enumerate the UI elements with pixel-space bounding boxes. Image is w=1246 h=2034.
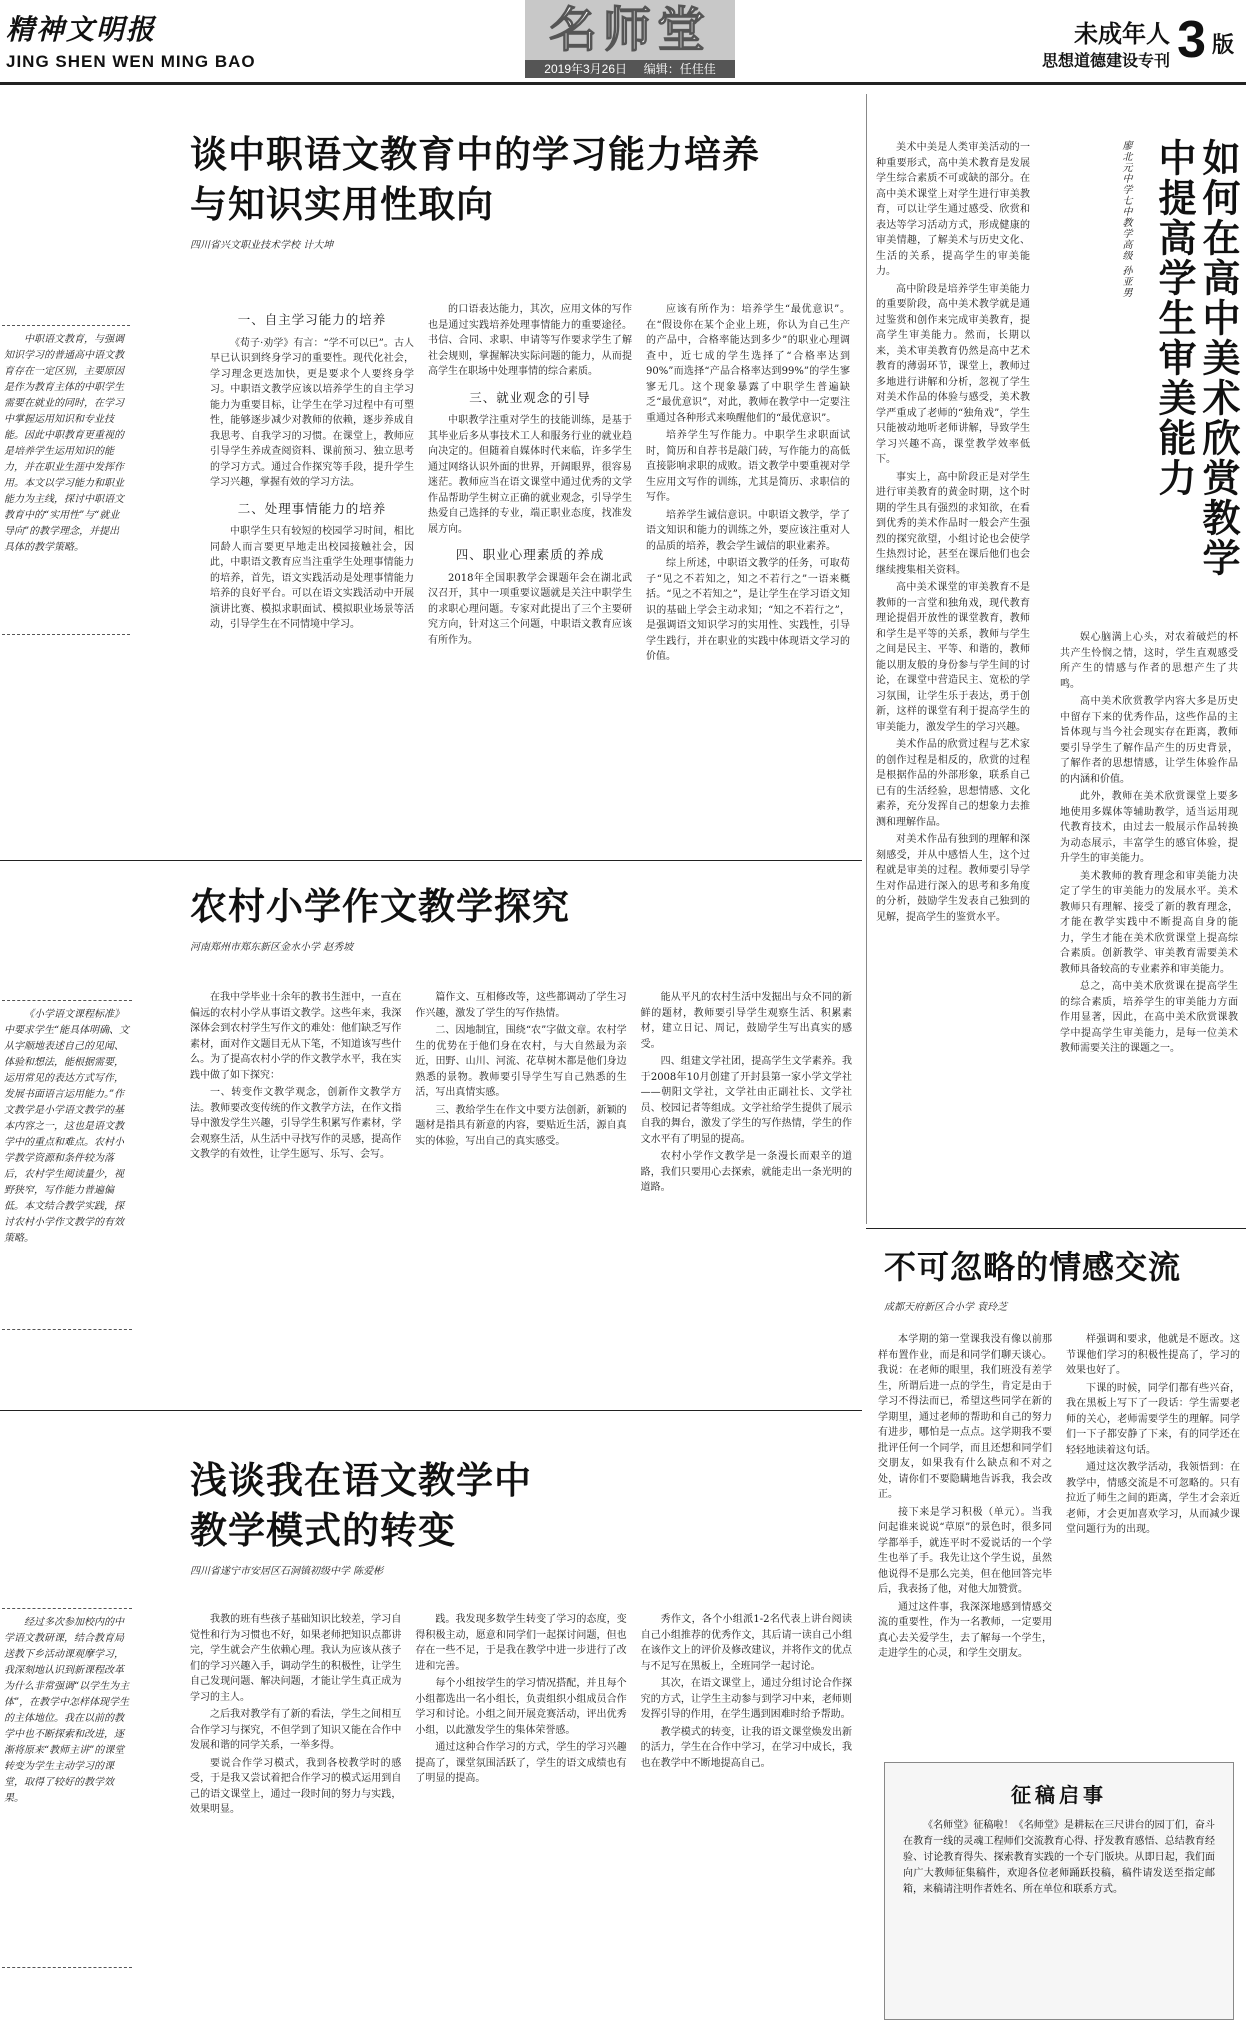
article3-header	[190, 882, 850, 962]
article1-header	[190, 130, 850, 250]
article5-para: 秀作文，各个小组派1-2名代表上讲台阅读自己小组推荐的优秀作文，其后请一读自己小组在该作文上的评价及修改建议，并将作文的优点与不足写在黑板上，全班同学一起讨论。	[640, 1614, 852, 1672]
article1-para: 应该有所作为：培养学生“最优意识”。在“假设你在某个企业上班，你认为自己生产的产品中，合格率能达到多少”的职业心理调查中，近七成的学生选择了“合格率达到90%”而选择“产品合格率达到99%”的学生寥寥无几。这个现象暴露了中职学生普遍缺乏“最优意识”，对此，教师在教学中一定要注重通过各种形式来唤醒他们的“最优意识”。	[646, 304, 850, 424]
article3-para: 四、组建文学社团，提高学生文学素养。我于2008年10月创建了开封县第一家小学文学社——朝阳文学社，文学社由正副社长、文学社员、校园记者等组成。文学社给学生提供了展示自我的舞台，激发了学生的写作热情，学生的作文水平有了明显的提高。	[640, 1056, 852, 1145]
notice-title: 征稿启事	[1011, 1783, 1107, 1807]
article3-para: 三、教给学生在作文中要方法创新，新颖的题材是指具有新意的内容，要贴近生活，源自真实的体验，写出自己的真实感受。	[415, 1104, 627, 1147]
article1-byline: 四川省兴文职业技术学校 计大坤	[190, 240, 334, 250]
article1-sidebar: 中职语文教育，与强调知识学习的普通高中语文教育存在一定区别，主要原因是作为教育主体的中职学生需要在就业的同时，在学习中掌握运用知识和专业技能。因此中职教育更重视的是培养学生运用知识的能力，并在职业生涯中发挥作用。本文以学习能力和职业能力为主线，探讨中职语文教育中的“实用性”与“就业导向”的教学理念，并提出具体的教学策略。	[2, 325, 130, 635]
issue-date: 2019年3月26日	[544, 62, 628, 76]
article5-headline-line1: 浅谈我在语文教学中	[190, 1459, 532, 1502]
article1-para: 《荀子·劝学》有言：“学不可以已”。古人早已认识到终身学习的重要性。现代化社会，学习理念更迭加快，更是要求个人要终身学习。中职语文教学应该以培养学生的自主学习能力为重要目标，让学生在学习过程中有可塑性，能够逐步减少对教师的依赖，逐步养成自我思考、自我学习的习惯。在课堂上，教师应引导学生养成查阅资料、课前预习、独立思考的学习方式。通过合作探究等手段，提升学生学习兴趣，掌握有效的学习方法。	[210, 337, 414, 488]
article3-para: 农村小学作文教学是一条漫长而艰辛的道路，我们只要用心去探索，就能走出一条光明的道路。	[640, 1151, 852, 1193]
page-label: 版	[1211, 33, 1234, 58]
article4-headline: 不可忽略的情感交流	[884, 1248, 1182, 1286]
article1-para: 综上所述，中职语文教学的任务，可取荀子“见之不若知之，知之不若行之”一语来概括。“见之不若知之”，是让学生在学习语文知识的基础上学会主动求知；“知之不若行之”，是强调语文知识学习的实用性、实践性，引导学生践行，并在职业的实践中体现语文学习的价值。	[646, 558, 850, 662]
article2-para: 高中美术课堂的审美教育不是教师的一言堂和独角戏，现代教育理论提倡开放性的课堂教育，教师和学生是平等的关系，教师与学生之间是民主、平等、和谐的，教师能以朋友般的身份参与学生间的讨论，在课堂中营造民主、宽松的学习氛围，让学生乐于表达，勇于创新，这样的课堂有利于提高学生的审美能力，激发学生的学习兴趣。	[876, 582, 1030, 733]
article5-col2	[415, 1612, 626, 2022]
article2-title: 如何在高中美术欣赏教学中提高学生审美能力	[1152, 138, 1240, 578]
article5-headline-line2: 教学模式的转变	[190, 1509, 456, 1552]
masthead-left	[6, 8, 266, 72]
paper-name: 精神文明报	[6, 13, 157, 46]
page-number: 3	[1177, 11, 1206, 69]
article3-columns	[190, 990, 852, 1390]
article1-col1	[210, 302, 414, 850]
article1-col3	[646, 302, 850, 850]
article1-para: 中职教学注重对学生的技能训练，是基于其毕业后多从事技术工人和服务行业的就业趋向决定的。但随着自媒体时代来临，许多学生通过网络认识外面的世界，开阔眼界，很容易迷茫。教师应当在语文课堂中通过优秀的文学作品帮助学生树立正确的就业观念，引导学生热爱自己选择的专业，端正职业态度，找准发展方向。	[428, 415, 632, 535]
article5-para: 我教的班有些孩子基础知识比较差，学习自觉性和行为习惯也不好，如果老师把知识点都讲完，学生就会产生依赖心理。我认为应该从孩子们的学习兴趣入手，调动学生的积极性，让学生自己发现问题、解决问题，才能让学生真正成为学习的主人。	[190, 1614, 402, 1703]
notice-body: 《名师堂》征稿啦！《名师堂》是耕耘在三尺讲台的园丁们，奋斗在教育一线的灵魂工程师们交流教育心得、抒发教育感悟、总结教育经验、讨论教育得失、探索教育实践的一个专门版块。从即日起，我们面向广大教师征集稿件，欢迎各位老师踊跃投稿，稿件请发送至指定邮箱，来稿请注明作者姓名、所在单位和联系方式。	[903, 1820, 1215, 1895]
article4-col1	[878, 1332, 1052, 1752]
article4-byline: 成都天府新区合小学 袁玲芝	[884, 1302, 1008, 1313]
article1-subhead3: 三、就业观念的引导	[469, 389, 591, 405]
article1-col2	[428, 302, 632, 850]
article1-subhead1: 一、自主学习能力的培养	[237, 312, 387, 327]
article3-para: 一、转变作文教学观念，创新作文教学方法。教师要改变传统的作文教学方法，在作文指导中激发学生兴趣，引导学生积累写作素材，学会观察生活，从生活中寻找写作的灵感，提高作文教学的有效性，让学生愿写、乐写、会写。	[190, 1087, 402, 1160]
article2-para: 此外，教师在美术欣赏课堂上要多地使用多媒体等辅助教学，适当运用现代教育技术，由过去一般展示作品转换为动态展示，丰富学生的感官体验，提升学生的审美能力。	[1060, 791, 1238, 864]
article1-para: 培养学生写作能力。中职学生求职面试时，简历和自荐书是敲门砖，写作能力的高低直接影响求职的成败。语文教学中要重视对学生应用文写作的训练，尤其是简历、求职信的写作。	[646, 430, 850, 503]
article3-headline: 农村小学作文教学探究	[190, 885, 570, 928]
masthead	[0, 0, 1246, 86]
section-title-box	[525, 0, 735, 62]
article5-para: 要说合作学习模式，我到各校教学时的感受，于是我又尝试着把合作学习的模式运用到自己的语文课堂上，通过一段时间的努力与实践，效果明显。	[190, 1757, 402, 1815]
article1-para: 培养学生诚信意识。中职语文教学，学了语文知识和能力的训练之外，要应该注重对人的品质的培养，教会学生诚信的职业素养。	[646, 509, 850, 552]
date-editor-bar	[525, 60, 735, 78]
article3-para: 在我中学毕业十余年的教书生涯中，一直在偏远的农村小学从事语文教学。这些年来，我深深体会到农村学生写作文的难处：他们缺乏写作素材，面对作文题目无从下笔，不知道该写些什么。为了提高农村小学的作文教学水平，我在实践中做了如下探究：	[190, 992, 402, 1081]
article2-byline: 廖北元中学七中教学高级 孙亚男	[1120, 140, 1131, 299]
article5-para: 教学模式的转变，让我的语文课堂焕发出新的活力，学生在合作中学习，在学习中成长，我也在教学中不断地提高自己。	[640, 1726, 852, 1769]
article1-headline-line1: 谈中职语文教育中的学习能力培养	[190, 133, 760, 176]
article1-para: 中职学生只有较短的校园学习时间，相比同龄人而言要更早地走出校园接触社会，因此，中职语文教育应当注重学生处理事情能力的培养，首先，语文实践活动是处理事情能力培养的良好平台。可以在语文实践活动中开展演讲比赛、模拟求职面试、模拟职业场景等活动，引导学生在不同情境中学习。	[210, 526, 414, 630]
article2-para: 美术中美是人类审美活动的一种重要形式，高中美术教育是发展学生综合素质不可或缺的部分。在高中美术课堂上对学生进行审美教育，可以让学生通过感受、欣赏和表达等学习活动方式，形成健康的审美情趣，了解美术与历史文化、生活的关系，提高学生的审美能力。	[876, 142, 1030, 277]
article3-col2	[415, 990, 626, 1390]
masthead-rule	[0, 82, 1246, 85]
editor-name: 编辑：任佳佳	[643, 62, 716, 76]
article4-para: 通过这次教学活动，我领悟到：在教学中，情感交流是不可忽略的。只有拉近了师生之间的距离，学生才会亲近老师，才会更加喜欢学习，从而减少课堂问题行为的出现。	[1066, 1462, 1240, 1535]
article5-para: 之后我对教学有了新的看法，学生之间相互合作学习与探究，不但学到了知识又能在合作中发展和谐的同学关系，一举多得。	[190, 1709, 402, 1751]
paper-pinyin: JING SHEN WEN MING BAO	[6, 52, 256, 71]
section-title: 名师堂	[548, 2, 711, 58]
article1-subhead2: 二、处理事情能力的培养	[237, 500, 387, 516]
article5-col3	[641, 1612, 852, 2022]
article2-col2	[1060, 630, 1238, 1220]
article4-header	[884, 1242, 1240, 1322]
article2-para: 事实上，高中阶段正是对学生进行审美教育的黄金时期，这个时期的学生具有强烈的求知欲，在看到优秀的美术作品时一般会产生强烈的探究欲望，小组讨论也会使学生热烈讨论，甚至在课后他们也会继续搜集相关资料。	[876, 471, 1030, 576]
article4-para: 通过这件事，我深深地感到情感交流的重要性，作为一名教师，一定要用真心去关爱学生，去了解每一个学生，走进学生的心灵，和学生交朋友。	[878, 1601, 1052, 1659]
divider	[0, 860, 862, 861]
article4-para: 接下来是学习积极（单元）。当我问起谁来说说“草原”的景色时，很多同学都举手，就连平时不爱说话的一个学生也举了手。我先让这个学生说，虽然他说得不是那么完美，但在他回答完毕后，我表扬了他，对他大加赞赏。	[878, 1506, 1052, 1595]
series-subtitle: 思想道德建设专刊	[1041, 51, 1170, 70]
article1-columns	[210, 302, 850, 850]
article1-headline-line2: 与知识实用性取向	[190, 183, 494, 226]
article2-col1	[876, 140, 1030, 1220]
article1-para: 2018年全国职教学会课题年会在湖北武汉召开，其中一项重要议题就是关注中职学生的求职心理问题。专家对此提出了三个主要研究方向，针对这三个问题，中职语文教育应该有所作为。	[428, 572, 632, 646]
divider	[0, 1410, 862, 1411]
column-divider	[866, 94, 867, 1224]
article4-para: 本学期的第一堂课我没有像以前那样布置作业，而是和同学们聊天谈心。我说：在老师的眼里，我们班没有差学生，所谓后进一点的学生，肯定是由于学习不得法而已，希望这些同学在新的学期里，通过老师的帮助和自己的努力有进步，哪怕是一点点。这学期我不要批评任何一个同学，而且还想和同学们交朋友，如果我有什么缺点和不对之处，请你们不要隐瞒地告诉我，我会改正。	[878, 1334, 1052, 1500]
series-title: 未成年人	[1074, 20, 1170, 48]
article2-para: 总之，高中美术欣赏课在提高学生的综合素质，培养学生的审美能力方面作用显著，因此，在高中美术欣赏课教学中提高学生审美能力，是每一位美术教师需要关注的课题之一。	[1060, 981, 1238, 1054]
article1-subhead4: 四、职业心理素质的养成	[455, 547, 605, 562]
article2-para: 高中阶段是培养学生审美能力的重要阶段，高中美术教学就是通过鉴赏和创作来完成审美教育，提高学生审美能力。然而，长期以来，美术审美教育仍然是高中艺术教育的薄弱环节，课堂上，教师过多地进行讲解和分析，忽视了学生对美术作品的体验与感受，美术教学严重成了老师的“独角戏”，学生只能被动地听老师讲解，导致学生学习兴趣不高，课堂教学效率低下。	[876, 283, 1030, 465]
article3-para: 能从平凡的农村生活中发掘出与众不同的新鲜的题材，教师要引导学生观察生活、积累素材，建立日记、周记，鼓励学生写出真实的感受。	[640, 992, 852, 1050]
article5-columns	[190, 1612, 852, 2022]
article5-col1	[190, 1612, 401, 2022]
article3-col1	[190, 990, 401, 1390]
article4-columns	[878, 1332, 1240, 1752]
article5-para: 通过这种合作学习的方式，学生的学习兴趣提高了，课堂氛围活跃了，学生的语文成绩也有了明显的提高。	[415, 1742, 627, 1784]
article2-para: 对美术作品有独到的理解和深刻感受，并从中感悟人生，这个过程就是审美的过程。教师要引导学生对作品进行深入的思考和多角度的分析，鼓励学生发表自己独到的见解，提高学生的鉴赏水平。	[876, 834, 1030, 923]
article3-col3	[641, 990, 852, 1390]
article5-para: 每个小组按学生的学习情况搭配，并且每个小组都选出一名小组长，负责组织小组成员合作学习和讨论。小组之间开展竞赛活动，评出优秀小组，以此激发学生的集体荣誉感。	[415, 1678, 627, 1736]
article3-byline: 河南郑州市郑东新区金水小学 赵秀坡	[190, 942, 354, 953]
article5-para: 其次，在语文课堂上，通过分组讨论合作探究的方式，让学生主动参与到学习中来，老师则发挥引导的作用，在学生遇到困难时给予帮助。	[640, 1678, 852, 1720]
call-for-papers-box	[884, 1762, 1234, 2020]
article5-para: 践。我发现多数学生转变了学习的态度，变得积极主动，愿意和同学们一起探讨问题，但也存在一些不足，于是我在教学中进一步进行了改进和完善。	[415, 1614, 627, 1672]
article2-para: 娱心脑满上心头，对农着破烂的杯共产生怜悯之情，这时，学生直观感受所产生的情感与作者的思想产生了共鸣。	[1060, 632, 1238, 690]
article3-sidebar: 《小学语文课程标准》中要求学生“能具体明确、文从字顺地表述自己的见闻、体验和想法，能根据需要，运用常见的表达方式写作，发展书面语言运用能力。”作文教学是小学语文教学的基本内容之一，这也是语文教学中的重点和难点。农村小学教学资源和条件较为落后，农村学生阅读量少，视野狭窄，写作能力普遍偏低。本文结合教学实践，探讨农村小学作文教学的有效策略。	[2, 1000, 132, 1330]
article4-para: 下课的时候，同学们都有些兴奋，我在黑板上写下了一段话：学生需要老师的关心，老师需要学生的理解。同学们一下子都安静了下来，有的同学还在轻轻地读着这句话。	[1066, 1382, 1240, 1456]
article1-para: 的口语表达能力，其次，应用文体的写作也是通过实践培养处理事情能力的重要途径。书信、合同、求职、申请等写作要求学生了解社会规则，掌握解决实际问题的能力，从而提高学生在职场中处理事情的综合素质。	[428, 304, 632, 377]
article3-para: 二、因地制宜，围绕“农”字做文章。农村学生的优势在于他们身在农村，与大自然最为亲近，田野、山川、河流、花草树木都是他们身边熟悉的景物。教师要引导学生写自己熟悉的生活，写出真情实感。	[415, 1025, 627, 1098]
article2-para: 高中美术欣赏教学内容大多是历史中留存下来的优秀作品，这些作品的主旨体现与当今社会现实存在距离，教师要引导学生了解作品产生的历史背景，了解作者的思想情感，让学生体验作品的内涵和价值。	[1060, 696, 1238, 785]
article2-para: 美术教师的教育理念和审美能力决定了学生的审美能力的发展水平。美术教师只有理解、接受了新的教育理念，才能在教学实践中不断提高自身的能力，学生才能在美术欣赏课堂上提高综合素质。创新教学、审美教育需要美术教师具备较高的专业素养和审美能力。	[1060, 870, 1238, 975]
article4-col2	[1066, 1332, 1240, 1752]
article2-para: 美术作品的欣赏过程与艺术家的创作过程是相反的，欣赏的过程是根据作品的外部形象，联系自己已有的生活经验，思想情感、文化素养，充分发挥自己的想象力去推测和理解作品。	[876, 739, 1030, 828]
article3-para: 篇作文、互相修改等，这些都调动了学生习作兴趣，激发了学生的写作热情。	[415, 992, 627, 1019]
divider	[866, 1228, 1246, 1229]
article4-para: 样强调和要求，他就是不愿改。这节课他们学习的积极性提高了，学习的效果也好了。	[1066, 1334, 1240, 1376]
article5-sidebar: 经过多次参加校内的中学语文教研课，结合教育局送教下乡活动课观摩学习，我深刻地认识到新课程改革为什么非常强调“以学生为主体”，在教学中怎样体现学生的主体地位。我在以前的教学中也不断探索和改进，逐渐将原来“教师主讲”的课堂转变为学生主动学习的课堂，取得了较好的教学效果。	[2, 1608, 132, 1968]
article5-header	[190, 1456, 850, 1586]
article5-byline: 四川省遂宁市安居区石洞镇初级中学 陈爱彬	[190, 1566, 384, 1577]
